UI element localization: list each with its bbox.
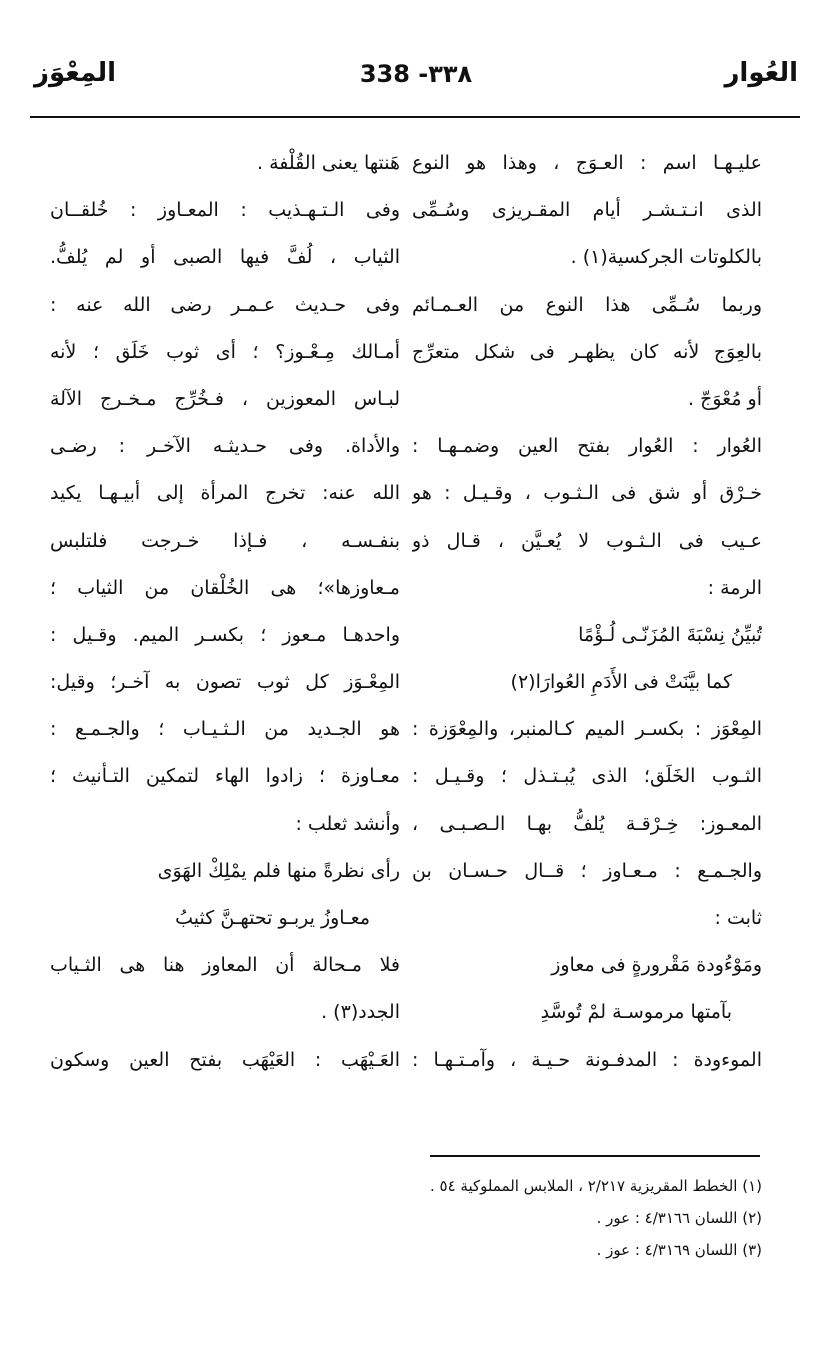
footnote-rule xyxy=(430,1155,760,1157)
right-column xyxy=(412,140,762,1084)
text-line: المعـوز: خِـرْقـة يُلفُّ بهـا الـصـبـى ، xyxy=(412,812,762,835)
text-line: الله عنه: تخرج المرأة إلى أبيـهـا يكيد xyxy=(50,482,400,505)
text-line: عـيب فى الـثـوب لا يُعـيَّن ، قـال ذو xyxy=(412,529,762,552)
text-line: الموءودة : المدفـونة حـيـة ، وآمـتـهـا : xyxy=(412,1048,762,1071)
left-column xyxy=(50,140,400,1084)
verse-line: تُبيِّنُ نِسْبَةَ المُزَنّـى لُـؤْمًا xyxy=(578,623,762,646)
text-line: وأنشد ثعلب : xyxy=(295,812,400,835)
header-right-word: العُوار xyxy=(724,58,798,88)
footnotes xyxy=(62,1170,762,1266)
text-line: المِعْـوَز كل ثوب تصون به آخـر؛ وقيل: xyxy=(50,671,400,694)
entry-heading-line: المِعْوَز : بكسـر الميم كـالمنبر، والمِعْوَزة : xyxy=(412,718,762,741)
text-line: الذى انـتـشـر أيام المقـريزى وسُـمِّى xyxy=(412,199,762,222)
text-line: والأداة. وفى حـديثـه الآخـر : رضـى xyxy=(50,435,400,458)
text-line: معـاوزة ؛ زادوا الهاء لتمكين التـأنيث ؛ xyxy=(50,765,400,788)
text-line: الجدد(٣) . xyxy=(321,1001,400,1024)
verse-line: معـاوزُ يربـو تحتهـنَّ كثيبُ xyxy=(175,907,370,929)
verse-line: بآمتها مرموسـة لمْ تُوسَّدِ xyxy=(540,1001,732,1024)
header-rule xyxy=(30,116,800,118)
page-header xyxy=(34,58,798,108)
text-line: عليـهـا اسم : العـوَج ، وهذا هو النوع xyxy=(412,152,762,174)
text-line: بنفـسـه ، فـإذا خـرجت فلتلبس xyxy=(50,529,400,552)
text-line: بالعِوَج لأنه كان يظهـر فى شكل متعرِّج xyxy=(412,340,762,363)
text-line: مـعاوزها»؛ هى الخُلْقان من الثياب ؛ xyxy=(50,576,400,599)
entry-heading-line: العَـيْهَب : العَيْهَب بفتح العين وسكون xyxy=(50,1048,400,1071)
text-line: هَنتها يعنى القُلْفة . xyxy=(257,152,400,174)
text-line: أمـالك مِـعْـوز؟ ؛ أى ثوب خَلَق ؛ لأنه xyxy=(50,340,400,363)
text-line: أو مُعْوَجّ . xyxy=(688,387,762,410)
text-line: هو الجـديد من الـثـيـاب ؛ والجـمـع : xyxy=(50,718,400,741)
text-line: الثـوب الخَلَق؛ الذى يُبـتـذل ؛ وقـيـل : xyxy=(412,765,762,788)
text-line: والجـمـع : مـعـاوز ؛ قــال حـسـان بن xyxy=(412,859,762,882)
header-left-word: المِعْوَز xyxy=(34,58,117,88)
text-line: فلا مـحالة أن المعاوز هنا هى الثـياب xyxy=(50,954,400,977)
text-line: واحدهـا مـعوز ؛ بكسـر الميم. وقـيل : xyxy=(50,623,400,646)
text-line: الثياب ، لُفَّ فيها الصبى أو لم يُلفُّ. xyxy=(50,246,400,269)
footnote: (٢) اللسان ٤/٣١٦٦ : عور . xyxy=(596,1209,762,1227)
text-line: وفى حـديث عـمـر رضى الله عنه : xyxy=(50,293,400,316)
footnote: (٣) اللسان ٤/٣١٦٩ : عوز . xyxy=(596,1241,762,1259)
verse-line: كما بيَّنَتْ فى الأَدَمِ العُوارَا(٢) xyxy=(510,671,732,694)
text-line: ثابت : xyxy=(714,907,762,929)
footnote: (١) الخطط المقريزية ٢/٢١٧ ، الملابس المملوكية ٥٤ . xyxy=(429,1177,762,1195)
text-line: وربما سُـمِّى هذا النوع من العـمـائم xyxy=(412,293,762,316)
verse-line: رأى نظرةً منها فلم يمْلِكْ الهَوَى xyxy=(157,859,400,882)
text-line: الرمة : xyxy=(707,576,762,599)
page-number: 338 -٣٣٨ xyxy=(359,60,473,88)
text-line: بالكلوتات الجركسية(١) . xyxy=(570,246,762,269)
text-line: وفى الـتـهـذيب : المعـاوز : خُلقــان xyxy=(50,199,400,222)
verse-line: ومَوْءُودة مَقْرورةٍ فى معاوز xyxy=(551,954,762,977)
text-line: لبـاس المعوزين ، فـخُرِّج مـخـرج الآلة xyxy=(50,387,400,410)
entry-heading-line: العُوار : العُوار بفتح العين وضمـهـا : xyxy=(412,435,762,458)
text-line: خـرْق أو شق فى الـثـوب ، وقـيـل : هو xyxy=(412,482,762,505)
